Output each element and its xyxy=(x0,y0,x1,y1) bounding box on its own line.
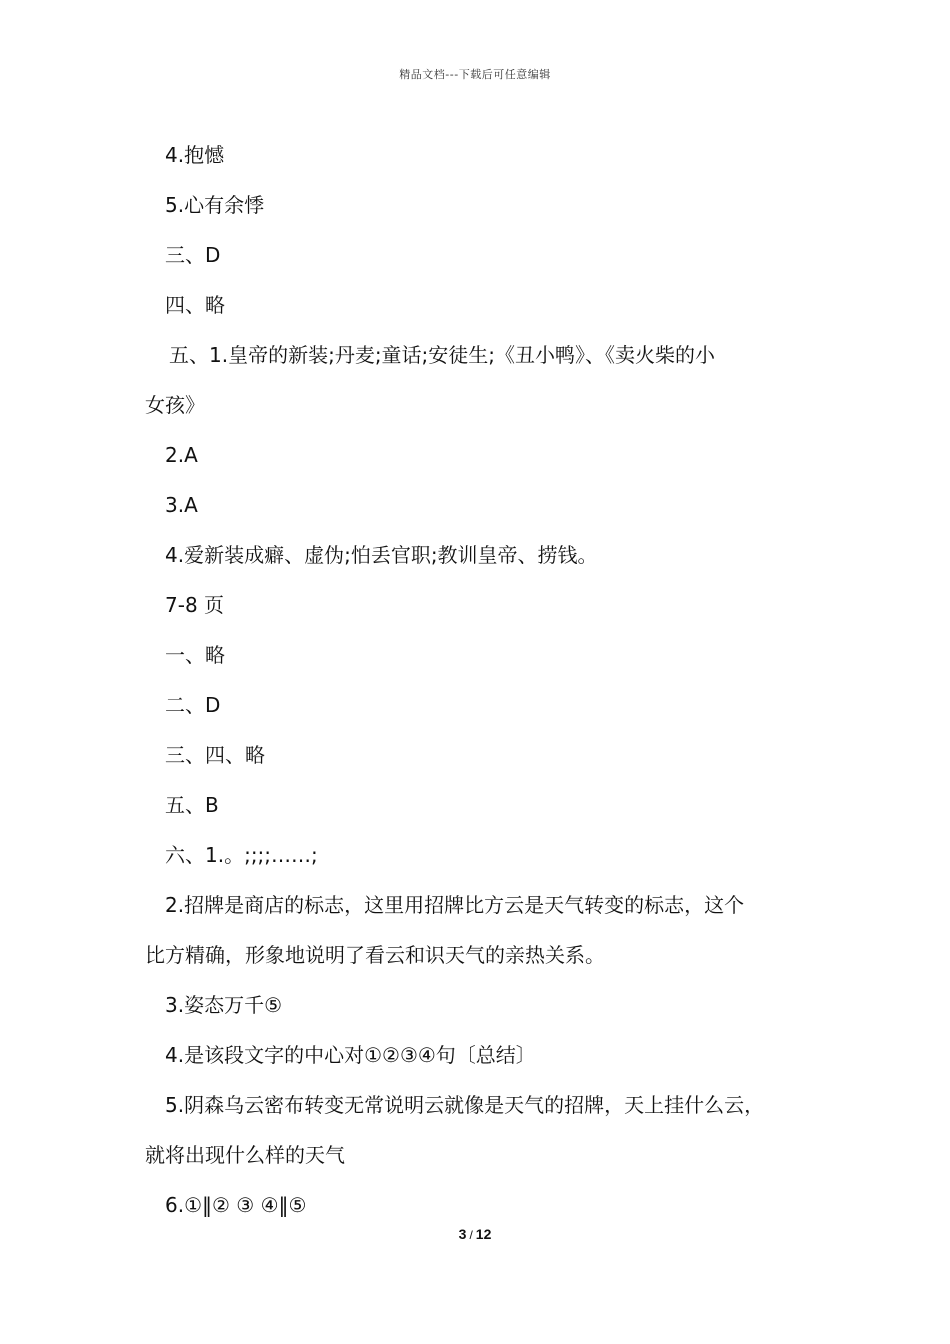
answer-line: 3.姿态万千⑤ xyxy=(165,993,283,1017)
page-separator: / xyxy=(469,1228,473,1242)
answer-line-continuation: 女孩》 xyxy=(145,393,205,417)
answer-line: 五、B xyxy=(165,793,219,817)
answer-line: 5.阴森乌云密布转变无常说明云就像是天气的招牌，天上挂什么云， xyxy=(165,1093,765,1117)
answer-line: 4.是该段文字的中心对①②③④句〔总结〕 xyxy=(165,1043,536,1067)
answer-line: 四、略 xyxy=(165,293,225,317)
document-body xyxy=(145,130,815,1230)
answer-line-continuation: 就将出现什么样的天气 xyxy=(145,1143,345,1167)
answer-line-continuation: 比方精确，形象地说明了看云和识天气的亲热关系。 xyxy=(145,943,605,967)
answer-line: 2.A xyxy=(165,443,198,467)
answer-line: 五、1.皇帝的新装;丹麦;童话;安徒生;《丑小鸭》、《卖火柴的小 xyxy=(169,343,716,367)
answer-line: 6.①‖② ③ ④‖⑤ xyxy=(165,1193,307,1217)
total-pages: 12 xyxy=(475,1226,492,1242)
answer-line: 六、1.。;;;;……; xyxy=(165,843,318,867)
answer-line: 一、略 xyxy=(165,643,225,667)
answer-line: 2.招牌是商店的标志，这里用招牌比方云是天气转变的标志，这个 xyxy=(165,893,745,917)
answer-line: 三、D xyxy=(165,243,221,267)
answer-line: 5.心有余悸 xyxy=(165,193,265,217)
page-header: 精品文档---下载后可任意编辑 xyxy=(399,68,551,81)
section-heading: 7-8 页 xyxy=(165,593,225,617)
answer-line: 3.A xyxy=(165,493,198,517)
current-page: 3 xyxy=(458,1226,467,1242)
answer-line: 4.爱新装成癖、虚伪;怕丢官职;教训皇帝、捞钱。 xyxy=(165,543,598,567)
answer-line: 二、D xyxy=(165,693,221,717)
answer-line: 三、四、略 xyxy=(165,743,265,767)
answer-line: 4.抱憾 xyxy=(165,143,225,167)
page-number xyxy=(0,1226,950,1242)
